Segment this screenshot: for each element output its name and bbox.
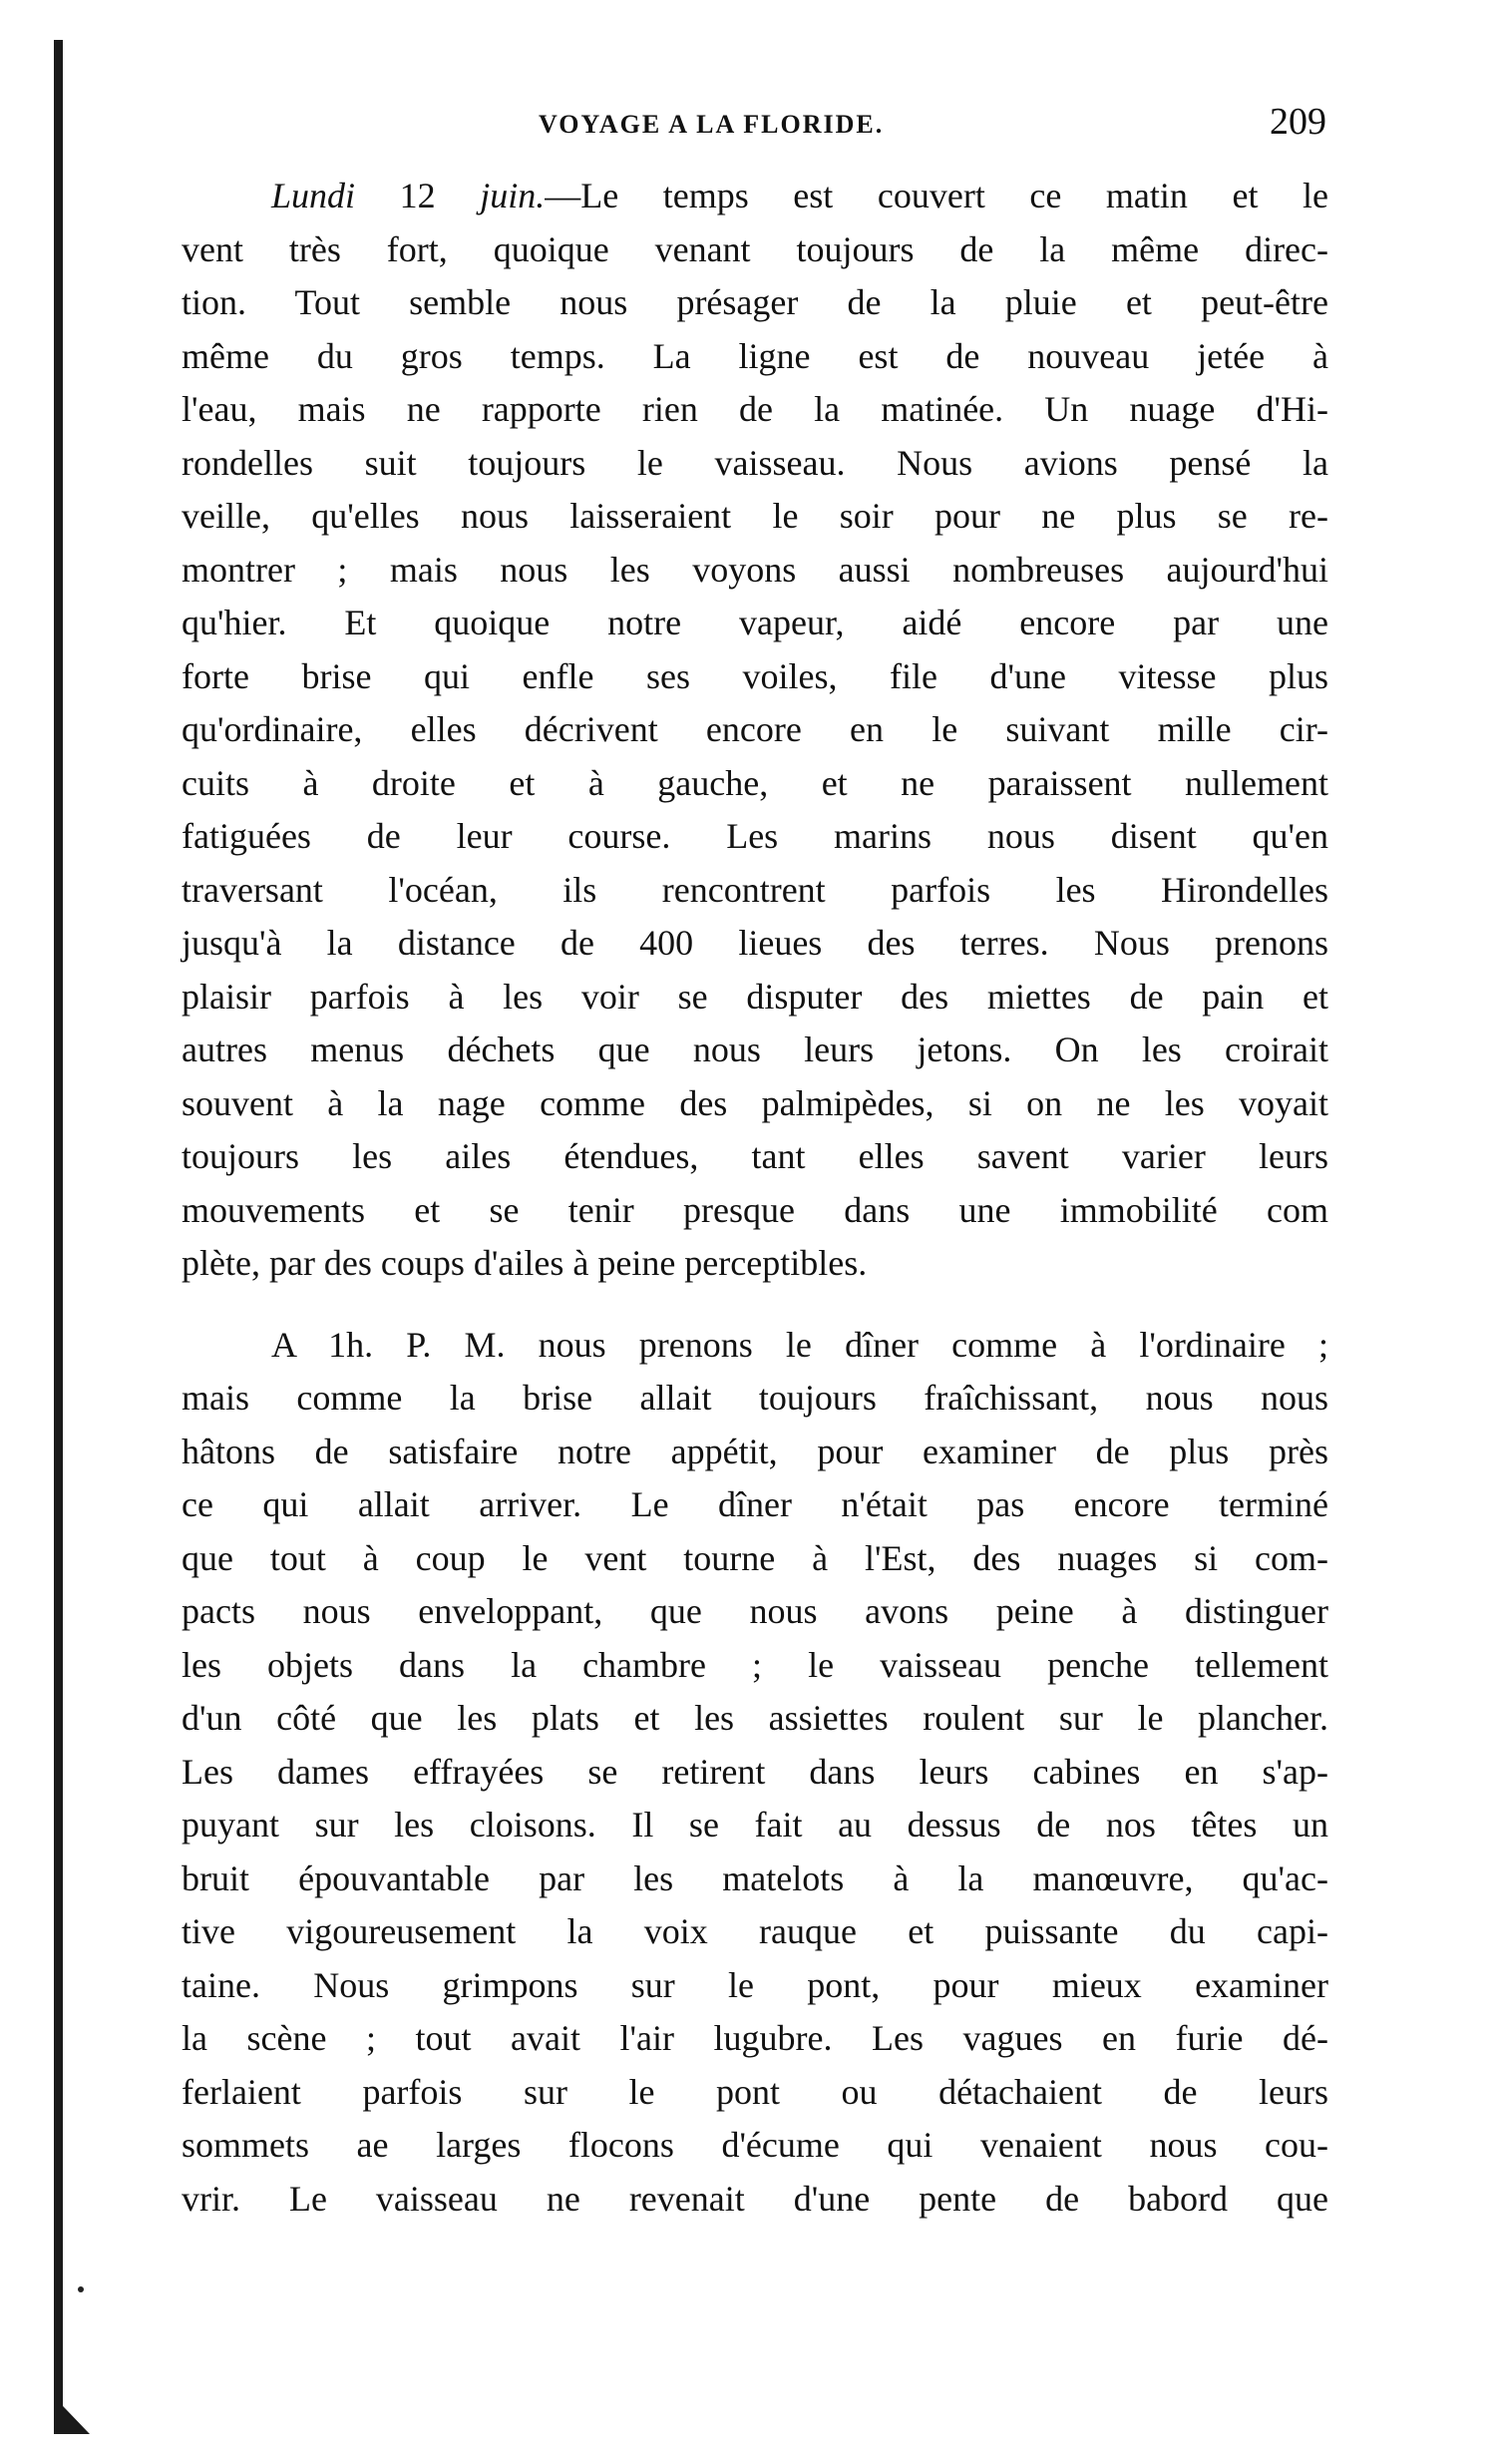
text-line: pacts nous enveloppant, que nous avons peine à distinguer bbox=[182, 1591, 1328, 1631]
running-title: VOYAGE A LA FLORIDE. bbox=[539, 110, 885, 139]
text-line: souvent à la nage comme des palmipèdes, si on ne les voyait bbox=[182, 1082, 1328, 1123]
text-line: fatiguées de leur course. Les marins nous disent qu'en bbox=[182, 816, 1328, 856]
text-line: qu'hier. Et quoique notre vapeur, aidé encore par une bbox=[182, 603, 1328, 642]
text-line: la scène ; tout avait l'air lugubre. Les vagues en furie dé- bbox=[182, 2018, 1328, 2058]
text-line: mais comme la brise allait toujours fraîchissant, nous nous bbox=[182, 1378, 1328, 1418]
text-line: veille, qu'elles nous laisseraient le soir pour ne plus se re- bbox=[182, 496, 1328, 536]
text-line: rondelles suit toujours le vaisseau. Nous avions pensé la bbox=[182, 442, 1328, 483]
paragraph-1-line-1 bbox=[182, 170, 1328, 223]
running-head bbox=[180, 100, 1326, 150]
paragraph-2-line-1: A 1h. P. M. nous prenons le dîner comme à l'ordinaire ; bbox=[271, 1324, 1328, 1365]
text-line: hâtons de satisfaire notre appétit, pour examiner de plus près bbox=[182, 1431, 1328, 1471]
date-month: juin. bbox=[480, 176, 546, 215]
date-number: 12 bbox=[355, 176, 481, 215]
text-line: qu'ordinaire, elles décrivent encore en le suivant mille cir- bbox=[182, 709, 1328, 749]
text-line: ferlaient parfois sur le pont ou détachaient de leurs bbox=[182, 2071, 1328, 2112]
text-line: forte brise qui enfle ses voiles, file d'une vitesse plus bbox=[182, 655, 1328, 696]
text-line: cuits à droite et à gauche, et ne paraissent nullement bbox=[182, 762, 1328, 803]
text-line: bruit épouvantable par les matelots à la manœuvre, qu'ac- bbox=[182, 1857, 1328, 1898]
paragraph-gap bbox=[182, 1291, 1328, 1319]
text-line: jusqu'à la distance de 400 lieues des terres. Nous prenons bbox=[182, 923, 1328, 963]
text-line: même du gros temps. La ligne est de nouveau jetée à bbox=[182, 335, 1328, 376]
binding-edge bbox=[54, 40, 63, 2434]
text-line: plaisir parfois à les voir se disputer des miettes de pain et bbox=[182, 976, 1328, 1017]
text-line: vrir. Le vaisseau ne revenait d'une pente de babord que bbox=[182, 2178, 1328, 2219]
text-line: puyant sur les cloisons. Il se fait au dessus de nos têtes un bbox=[182, 1805, 1328, 1845]
date-day: Lundi bbox=[271, 176, 356, 215]
text-line: montrer ; mais nous les voyons aussi nombreuses aujourd'hui bbox=[182, 549, 1328, 590]
text-line: autres menus déchets que nous leurs jetons. On les croirait bbox=[182, 1029, 1328, 1069]
text-line: toujours les ailes étendues, tant elles savent varier leurs bbox=[182, 1136, 1328, 1176]
text-line: que tout à coup le vent tourne à l'Est, des nuages si com- bbox=[182, 1537, 1328, 1578]
text-line: ce qui allait arriver. Le dîner n'était pas encore terminé bbox=[182, 1484, 1328, 1524]
text-line: —Le temps est couvert ce matin et le bbox=[545, 176, 1329, 215]
text-line: mouvements et se tenir presque dans une immobilité com bbox=[182, 1189, 1328, 1230]
page-number: 209 bbox=[1270, 101, 1326, 143]
text-line: tion. Tout semble nous présager de la pluie et peut-être bbox=[182, 282, 1328, 322]
text-line: traversant l'océan, ils rencontrent parfois les Hirondelles bbox=[182, 869, 1328, 910]
body-text bbox=[182, 170, 1328, 2226]
text-line: plète, par des coups d'ailes à peine perceptibles. bbox=[182, 1243, 868, 1283]
text-line: l'eau, mais ne rapporte rien de la matinée. Un nuage d'Hi- bbox=[182, 389, 1328, 429]
text-line: tive vigoureusement la voix rauque et puissante du capi- bbox=[182, 1911, 1328, 1951]
text-line: vent très fort, quoique venant toujours de la même direc- bbox=[182, 228, 1328, 269]
text-line: taine. Nous grimpons sur le pont, pour mieux examiner bbox=[182, 1964, 1328, 2005]
text-line: les objets dans la chambre ; le vaisseau penche tellement bbox=[182, 1644, 1328, 1685]
text-line: sommets ae larges flocons d'écume qui venaient nous cou- bbox=[182, 2125, 1328, 2165]
text-line: Les dames effrayées se retirent dans leurs cabines en s'ap- bbox=[182, 1751, 1328, 1792]
text-line: d'un côté que les plats et les assiettes roulent sur le plancher. bbox=[182, 1698, 1328, 1738]
binding-mark bbox=[78, 2286, 84, 2292]
